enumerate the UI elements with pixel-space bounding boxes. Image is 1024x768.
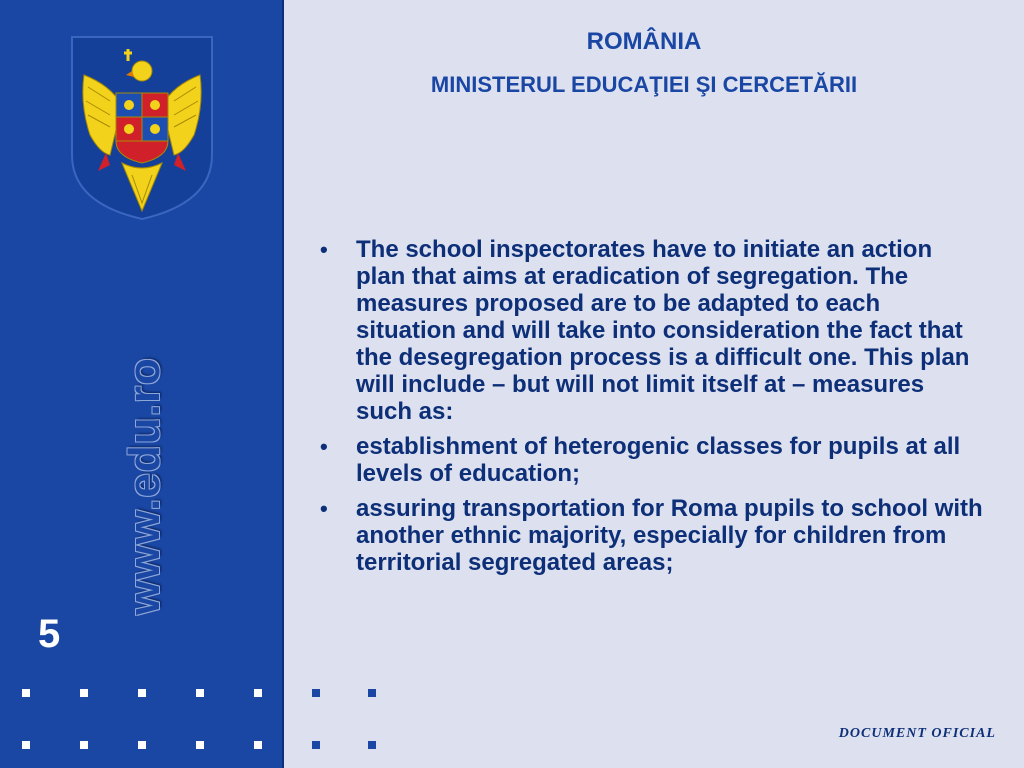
slide-header bbox=[284, 28, 1004, 98]
decorative-dot bbox=[312, 689, 320, 697]
decorative-dot bbox=[138, 689, 146, 697]
header-country: ROMÂNIA bbox=[586, 28, 702, 55]
coat-of-arms-icon bbox=[70, 35, 214, 221]
decorative-dot bbox=[254, 689, 262, 697]
slide-content bbox=[312, 236, 984, 584]
bullet-text: The school inspectorates have to initiate an action plan that aims at eradication of segregation. The measures proposed are to be adapted to each situation and will take into consideration the fact that the desegregation process is a difficult one. This plan will include – but will not limit itself at – measures such as: bbox=[356, 236, 970, 425]
bullet-icon: • bbox=[320, 237, 328, 262]
decorative-dot bbox=[138, 741, 146, 749]
decorative-dot bbox=[312, 741, 320, 749]
sidebar bbox=[0, 0, 284, 768]
decorative-dot bbox=[196, 741, 204, 749]
decorative-dot bbox=[196, 689, 204, 697]
document-oficial-label: DOCUMENT OFICIAL bbox=[838, 726, 996, 741]
page-number: 5 bbox=[38, 612, 61, 656]
decorative-dot bbox=[22, 741, 30, 749]
bullet-item bbox=[312, 495, 984, 576]
decorative-dot bbox=[80, 741, 88, 749]
bullet-text: assuring transportation for Roma pupils to school with another ethnic majority, especially for children from territorial segregated areas; bbox=[356, 495, 983, 576]
bullet-text: establishment of heterogenic classes for pupils at all levels of education; bbox=[356, 433, 961, 487]
bullet-item bbox=[312, 236, 984, 425]
bullet-icon: • bbox=[320, 434, 328, 459]
website-url: www.edu.ro bbox=[120, 357, 169, 615]
decorative-dot bbox=[22, 689, 30, 697]
bullet-item bbox=[312, 433, 984, 487]
decorative-dot bbox=[80, 689, 88, 697]
bullet-icon: • bbox=[320, 496, 328, 521]
decorative-dot bbox=[254, 741, 262, 749]
header-ministry: MINISTERUL EDUCAŢIEI ŞI CERCETĂRII bbox=[430, 72, 858, 97]
decorative-dot bbox=[368, 741, 376, 749]
decorative-dot bbox=[368, 689, 376, 697]
